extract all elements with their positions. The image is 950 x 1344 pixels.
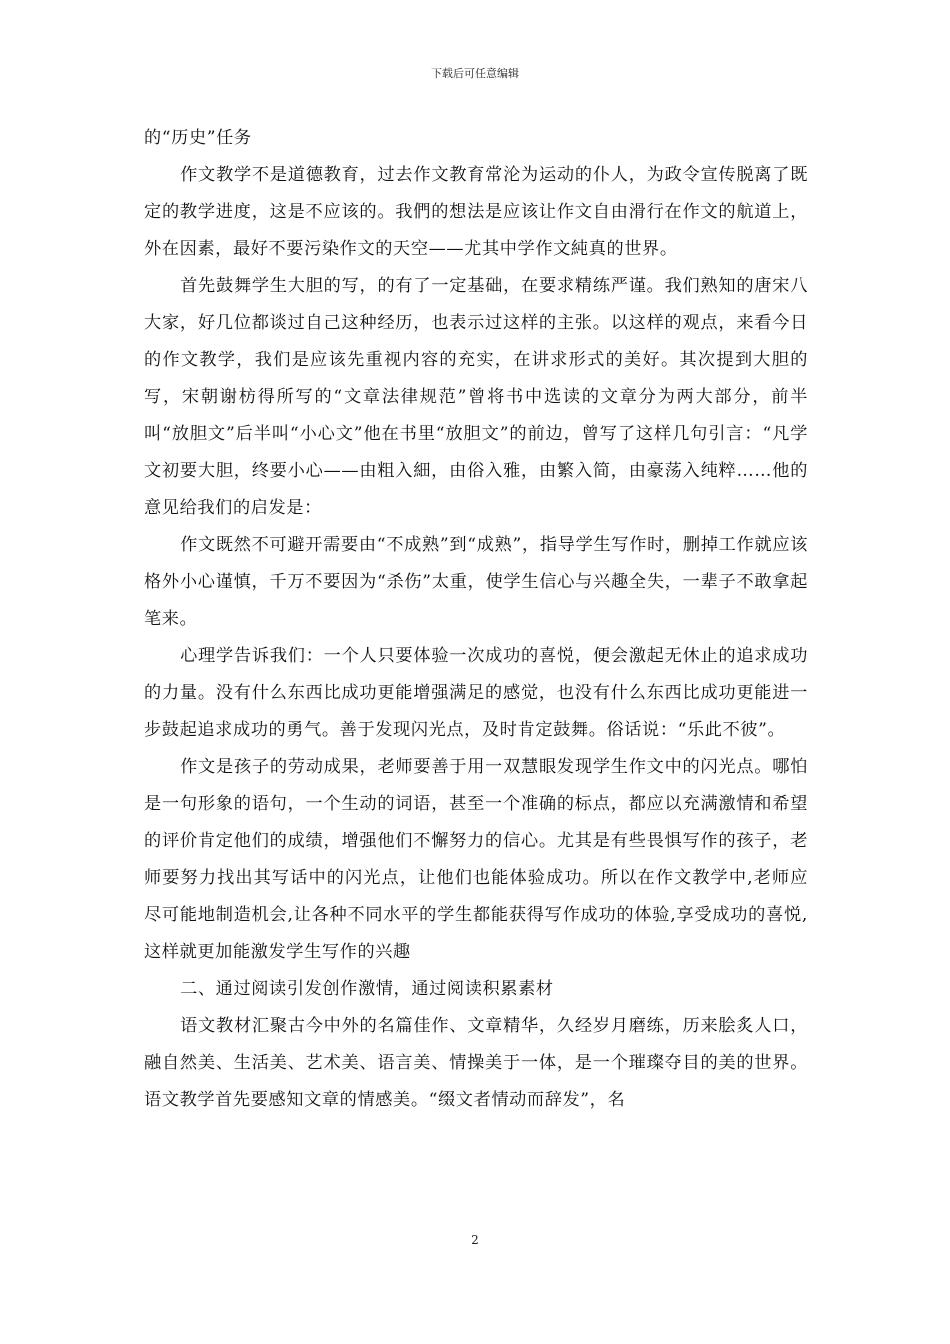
- paragraph: 首先鼓舞学生大胆的写，的有了一定基础，在要求精练严谨。我们熟知的唐宋八大家，好几位都谈过自己这种经历，也表示过这样的主张。以这样的观点，来看今日的作文教学，我们是应该先重视内容的充实，在讲求形式的美好。其次提到大胆的写，宋朝谢枋得所写的“文章法律规范”曾将书中选读的文章分为两大部分，前半叫“放胆文”后半叫“小心文”他在书里“放胆文”的前边，曾写了这样几句引言：“凡学文初要大胆，终要小心——由粗入細，由俗入雅，由繁入简，由豪荡入纯粹……他的意见给我们的启发是：: [144, 276, 808, 518]
- paragraph-continuation: 的“历史”任务: [144, 128, 252, 148]
- document-body: [144, 120, 808, 1119]
- page-header: 下载后可任意编辑: [431, 67, 519, 80]
- paragraph: 作文是孩子的劳动成果，老师要善于用一双慧眼发现学生作文中的闪光点。哪怕是一句形象的语句，一个生动的词语，甚至一个准确的标点，都应以充满激情和希望的评价肯定他们的成绩，增强他们不懈努力的信心。尤其是有些畏惧写作的孩子，老师要努力找出其写话中的闪光点，让他们也能体验成功。所以在作文教学中,老师应尽可能地制造机会,让各种不同水平的学生都能获得写作成功的体验,享受成功的喜悦,这样就更加能激发学生写作的兴趣: [144, 757, 808, 962]
- paragraph: 心理学告诉我们：一个人只要体验一次成功的喜悦，便会激起无休止的追求成功的力量。没有什么东西比成功更能增强满足的感觉，也没有什么东西比成功更能进一步鼓起追求成功的勇气。善于发现闪光点，及时肯定鼓舞。俗话说：“乐此不彼”。: [144, 646, 808, 740]
- paragraph: 作文教学不是道德教育，过去作文教育常沦为运动的仆人，为政令宣传脱离了既定的教学进度，这是不应该的。我們的想法是应该让作文自由滑行在作文的航道上，外在因素，最好不要污染作文的天空——尤其中学作文純真的世界。: [144, 165, 808, 259]
- section-heading: 二、通过阅读引发创作激情，通过阅读积累素材: [180, 979, 554, 999]
- paragraph: 语文教材汇聚古今中外的名篇佳作、文章精华，久经岁月磨练，历来脍炙人口，融自然美、生活美、艺术美、语言美、情操美于一体，是一个璀璨夺目的美的世界。语文教学首先要感知文章的情感美。“缀文者情动而辞发”，名: [144, 1016, 808, 1110]
- page-number: 2: [471, 1233, 479, 1247]
- paragraph: 作文既然不可避开需要由“不成熟”到“成熟”，指导学生写作时，删掉工作就应该格外小心谨慎，千万不要因为“杀伤”太重，使学生信心与兴趣全失，一辈子不敢拿起笔来。: [144, 535, 808, 629]
